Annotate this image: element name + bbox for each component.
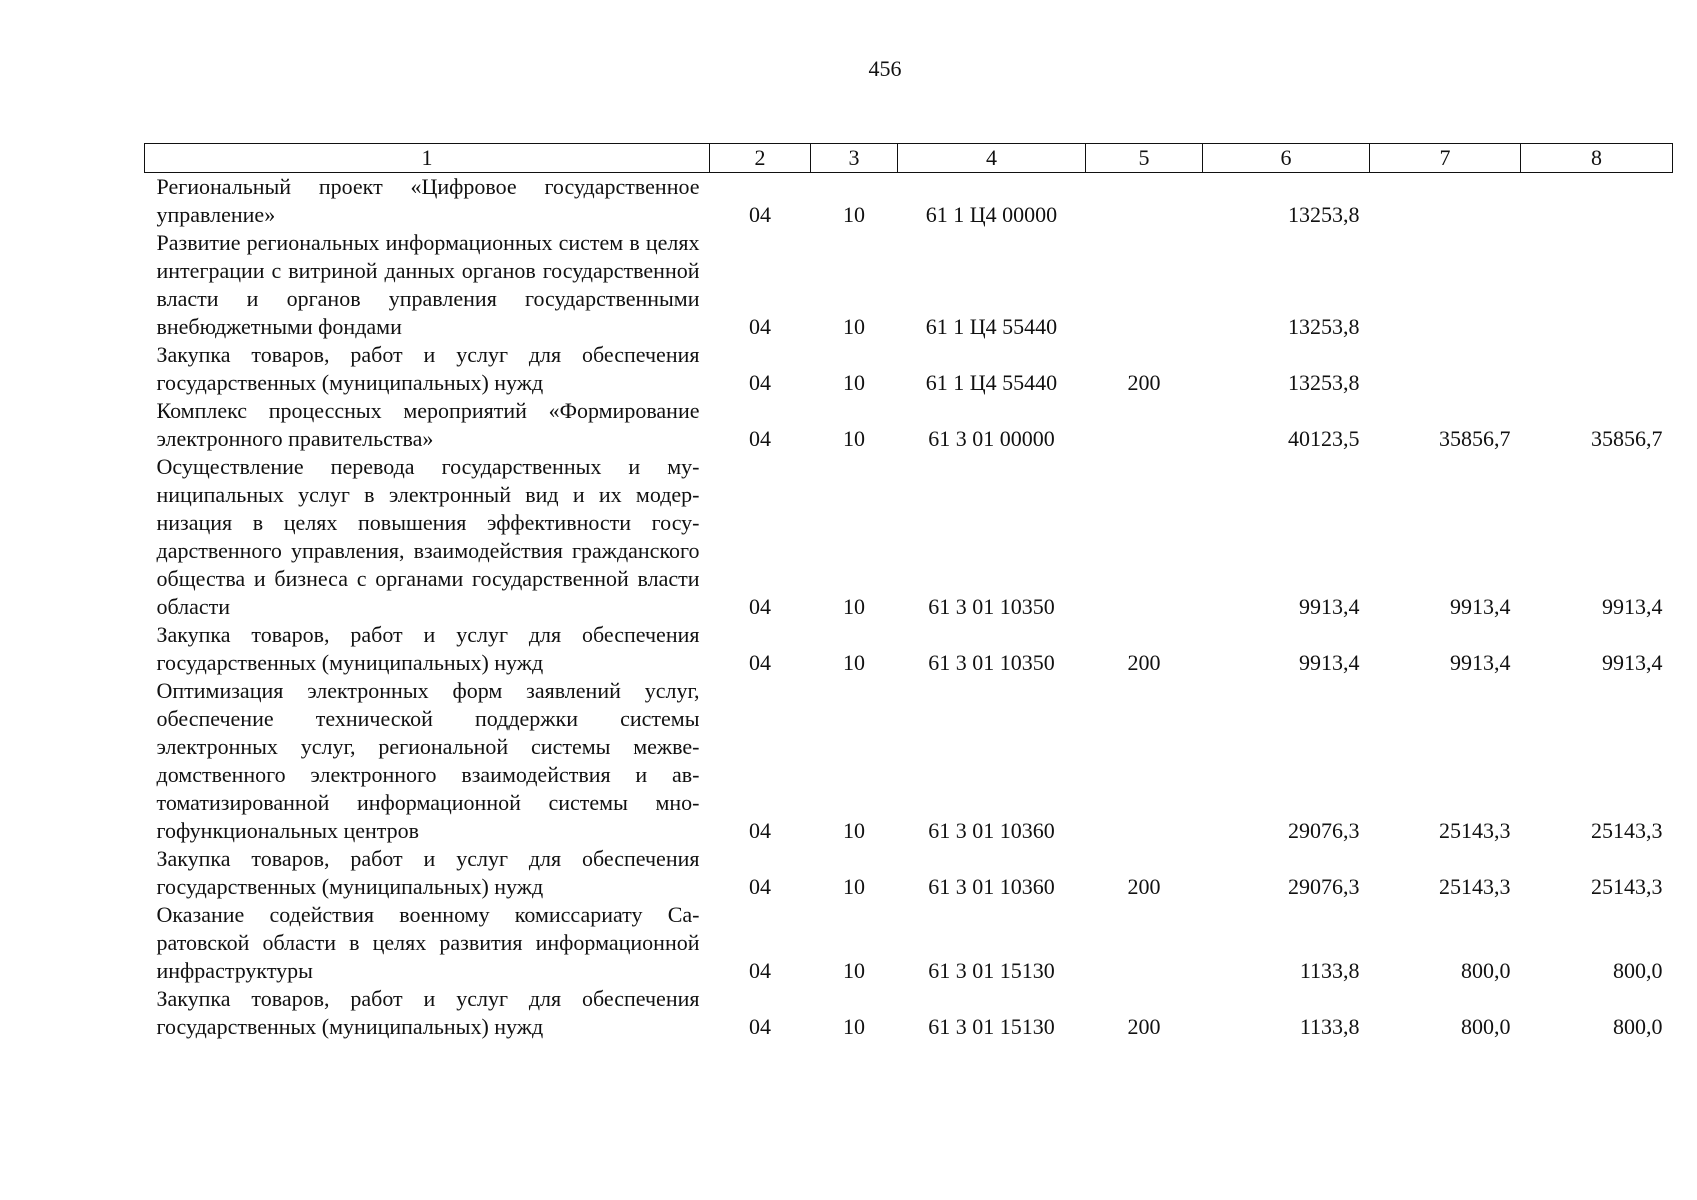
cell-target-article: 61 3 01 15130 xyxy=(928,1014,1055,1039)
table-body xyxy=(145,173,1673,1042)
cell-amount-col6: 1133,8 xyxy=(1299,1014,1360,1039)
cell-subsection: 10 xyxy=(843,650,865,675)
cell-section: 04 xyxy=(749,314,771,339)
cell-target-article: 61 3 01 10350 xyxy=(928,650,1055,675)
cell-subsection: 10 xyxy=(843,874,865,899)
cell-expense-type xyxy=(1086,901,1203,985)
cell-amount-col8: 25143,3 xyxy=(1591,874,1663,899)
cell-section: 04 xyxy=(749,370,771,395)
cell-amount-col8: 25143,3 xyxy=(1591,818,1663,843)
cell-section: 04 xyxy=(749,1014,771,1039)
column-header-4: 4 xyxy=(898,144,1086,173)
row-description: Закупка товаров, работ и услуг для обеспечения государственных (муниципальных) нужд xyxy=(156,622,700,675)
table-header xyxy=(145,144,1673,173)
page-number: 456 xyxy=(868,56,902,81)
column-header-7: 7 xyxy=(1370,144,1521,173)
cell-subsection: 10 xyxy=(843,818,865,843)
cell-expense-type: 200 xyxy=(1127,874,1161,899)
cell-subsection: 10 xyxy=(843,426,865,451)
cell-amount-col8: 800,0 xyxy=(1613,958,1663,983)
row-description: Осуществление перевода государственных и муниципальных услуг в электронный вид и их модернизация в целях повышения эффективности государственного управления, взаимодействия гражданского общества и бизнеса с органами государственной власти области xyxy=(156,454,700,619)
cell-amount-col7: 35856,7 xyxy=(1439,426,1511,451)
cell-expense-type: 200 xyxy=(1127,650,1161,675)
cell-expense-type xyxy=(1086,453,1203,621)
cell-amount-col7: 25143,3 xyxy=(1439,874,1511,899)
cell-target-article: 61 1 Ц4 00000 xyxy=(925,202,1058,227)
table-row xyxy=(145,845,1673,901)
cell-section: 04 xyxy=(749,818,771,843)
table-row xyxy=(145,397,1673,453)
cell-amount-col8: 35856,7 xyxy=(1591,426,1663,451)
column-header-2: 2 xyxy=(710,144,811,173)
budget-table xyxy=(144,143,1673,1041)
cell-subsection: 10 xyxy=(843,958,865,983)
cell-section: 04 xyxy=(749,650,771,675)
cell-target-article: 61 3 01 10350 xyxy=(928,594,1055,619)
cell-subsection: 10 xyxy=(843,202,865,227)
cell-amount-col8: 9913,4 xyxy=(1602,594,1663,619)
cell-expense-type xyxy=(1086,397,1203,453)
cell-amount-col7 xyxy=(1370,229,1521,341)
cell-target-article: 61 3 01 00000 xyxy=(928,426,1055,451)
row-description: Региональный проект «Цифровое государственное управление» xyxy=(156,174,700,227)
cell-amount-col6: 13253,8 xyxy=(1288,314,1360,339)
cell-section: 04 xyxy=(749,594,771,619)
cell-amount-col6: 40123,5 xyxy=(1288,426,1360,451)
column-header-6: 6 xyxy=(1203,144,1370,173)
table-row xyxy=(145,173,1673,230)
cell-target-article: 61 3 01 10360 xyxy=(928,874,1055,899)
cell-expense-type xyxy=(1086,677,1203,845)
cell-expense-type: 200 xyxy=(1127,370,1161,395)
cell-subsection: 10 xyxy=(843,594,865,619)
table-row xyxy=(145,901,1673,985)
cell-amount-col7: 9913,4 xyxy=(1450,650,1511,675)
cell-amount-col6: 1133,8 xyxy=(1299,958,1360,983)
cell-amount-col6: 9913,4 xyxy=(1299,594,1360,619)
cell-expense-type: 200 xyxy=(1127,1014,1161,1039)
cell-amount-col7 xyxy=(1370,173,1521,230)
column-header-5: 5 xyxy=(1086,144,1203,173)
table-row xyxy=(145,677,1673,845)
cell-amount-col6: 13253,8 xyxy=(1288,370,1360,395)
cell-amount-col8 xyxy=(1521,173,1673,230)
row-description: Закупка товаров, работ и услуг для обеспечения государственных (муниципальных) нужд xyxy=(156,986,700,1039)
column-header-8: 8 xyxy=(1521,144,1673,173)
cell-section: 04 xyxy=(749,202,771,227)
table-row xyxy=(145,453,1673,621)
table-row xyxy=(145,229,1673,341)
table-row xyxy=(145,985,1673,1041)
cell-amount-col6: 13253,8 xyxy=(1288,202,1360,227)
cell-section: 04 xyxy=(749,958,771,983)
cell-amount-col8: 800,0 xyxy=(1613,1014,1663,1039)
cell-amount-col7 xyxy=(1370,341,1521,397)
row-description: Закупка товаров, работ и услуг для обеспечения государственных (муниципальных) нужд xyxy=(156,846,700,899)
column-header-1: 1 xyxy=(145,144,710,173)
cell-expense-type xyxy=(1086,173,1203,230)
cell-target-article: 61 1 Ц4 55440 xyxy=(925,314,1058,339)
cell-subsection: 10 xyxy=(843,1014,865,1039)
cell-amount-col7: 800,0 xyxy=(1461,958,1511,983)
row-description: Развитие региональных информационных систем в целях интеграции с витриной данных органов государственной власти и органов управления государственными внебюджетными фондами xyxy=(156,230,700,339)
cell-amount-col6: 29076,3 xyxy=(1288,818,1360,843)
table-row xyxy=(145,621,1673,677)
row-description: Оказание содействия военному комиссариату Саратовской области в целях развития информационной инфраструктуры xyxy=(156,902,700,983)
cell-section: 04 xyxy=(749,874,771,899)
row-description: Комплекс процессных мероприятий «Формирование электронного правительства» xyxy=(156,398,700,451)
cell-expense-type xyxy=(1086,229,1203,341)
cell-amount-col8: 9913,4 xyxy=(1602,650,1663,675)
row-description: Оптимизация электронных форм заявлений услуг, обеспечение технической поддержки системы электронных услуг, региональной системы межведомственного электронного взаимодействия и автоматизированной информационной системы многофункциональных центров xyxy=(156,678,700,843)
cell-amount-col8 xyxy=(1521,229,1673,341)
table-row xyxy=(145,341,1673,397)
cell-amount-col7: 800,0 xyxy=(1461,1014,1511,1039)
column-header-3: 3 xyxy=(811,144,898,173)
cell-target-article: 61 1 Ц4 55440 xyxy=(925,370,1058,395)
cell-amount-col7: 9913,4 xyxy=(1450,594,1511,619)
cell-amount-col6: 29076,3 xyxy=(1288,874,1360,899)
cell-amount-col8 xyxy=(1521,341,1673,397)
row-description: Закупка товаров, работ и услуг для обеспечения государственных (муниципальных) нужд xyxy=(156,342,700,395)
cell-amount-col7: 25143,3 xyxy=(1439,818,1511,843)
cell-subsection: 10 xyxy=(843,314,865,339)
cell-section: 04 xyxy=(749,426,771,451)
header-row xyxy=(145,144,1673,173)
cell-target-article: 61 3 01 10360 xyxy=(928,818,1055,843)
cell-target-article: 61 3 01 15130 xyxy=(928,958,1055,983)
cell-amount-col6: 9913,4 xyxy=(1299,650,1360,675)
cell-subsection: 10 xyxy=(843,370,865,395)
